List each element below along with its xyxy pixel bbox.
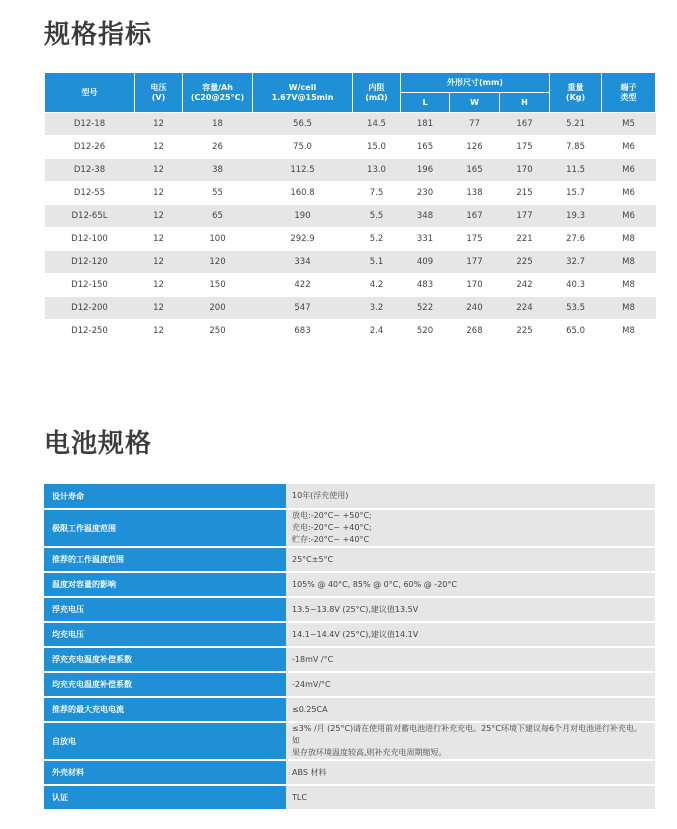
cell-wcell: 160.8: [253, 182, 353, 205]
cell-height: 225: [500, 320, 550, 343]
cell-weight: 19.3: [550, 205, 602, 228]
spec-value-line: ≤3% /月 (25°C)请在使用前对蓄电池进行补充充电。25°C环境下建议每6个月对电池进行补充电。如: [292, 724, 643, 745]
cell-terminal: M8: [602, 297, 656, 320]
cell-height: 242: [500, 274, 550, 297]
cell-model: D12-18: [45, 113, 135, 136]
cell-weight: 32.7: [550, 251, 602, 274]
cell-width: 170: [450, 274, 500, 297]
table-row: [45, 159, 656, 182]
spec-row: [44, 484, 655, 509]
cell-wcell: 334: [253, 251, 353, 274]
spec-row: [44, 760, 655, 785]
spec-label: 外壳材料: [44, 760, 286, 785]
spec-value: [286, 760, 655, 785]
cell-terminal: M8: [602, 228, 656, 251]
cell-resistance: 5.2: [353, 228, 401, 251]
cell-model: D12-38: [45, 159, 135, 182]
spec-value: [286, 572, 655, 597]
cell-weight: 11.5: [550, 159, 602, 182]
spec-value: [286, 547, 655, 572]
cell-voltage: 12: [135, 274, 183, 297]
cell-voltage: 12: [135, 251, 183, 274]
spec-label: 认证: [44, 785, 286, 810]
cell-wcell: 547: [253, 297, 353, 320]
cell-wcell: 422: [253, 274, 353, 297]
cell-height: 170: [500, 159, 550, 182]
spec-value-line: -18mV /°C: [292, 654, 334, 664]
cell-terminal: M6: [602, 182, 656, 205]
header-length: L: [401, 93, 450, 113]
cell-height: 224: [500, 297, 550, 320]
table-row: [45, 228, 656, 251]
cell-length: 331: [401, 228, 450, 251]
spec-value: [286, 672, 655, 697]
cell-wcell: 292.9: [253, 228, 353, 251]
header-width: W: [450, 93, 500, 113]
cell-length: 409: [401, 251, 450, 274]
battery-specs-table: [44, 484, 655, 811]
cell-resistance: 2.4: [353, 320, 401, 343]
cell-capacity: 100: [183, 228, 253, 251]
spec-label: 设计寿命: [44, 484, 286, 509]
cell-length: 483: [401, 274, 450, 297]
spec-value-line: 10年(浮充使用): [292, 491, 349, 500]
cell-terminal: M6: [602, 205, 656, 228]
cell-wcell: 112.5: [253, 159, 353, 182]
spec-value: [286, 647, 655, 672]
cell-capacity: 150: [183, 274, 253, 297]
table-row: [45, 274, 656, 297]
cell-weight: 65.0: [550, 320, 602, 343]
cell-capacity: 120: [183, 251, 253, 274]
table-row: [45, 182, 656, 205]
cell-resistance: 7.5: [353, 182, 401, 205]
cell-resistance: 15.0: [353, 136, 401, 159]
cell-model: D12-120: [45, 251, 135, 274]
cell-height: 221: [500, 228, 550, 251]
cell-voltage: 12: [135, 228, 183, 251]
cell-terminal: M8: [602, 274, 656, 297]
cell-weight: 27.6: [550, 228, 602, 251]
spec-row: [44, 509, 655, 547]
spec-row: [44, 622, 655, 647]
header-model: 型号: [45, 73, 135, 113]
spec-value: [286, 597, 655, 622]
spec-label: 浮充充电温度补偿系数: [44, 647, 286, 672]
spec-label: 均充充电温度补偿系数: [44, 672, 286, 697]
spec-label: 极限工作温度范围: [44, 509, 286, 547]
cell-length: 522: [401, 297, 450, 320]
spec-value-line: ≤0.25CA: [292, 704, 328, 714]
spec-value-line: 14.1~14.4V (25°C),建议值14.1V: [292, 629, 419, 639]
cell-height: 167: [500, 113, 550, 136]
spec-label: 均充电压: [44, 622, 286, 647]
cell-length: 230: [401, 182, 450, 205]
cell-length: 520: [401, 320, 450, 343]
cell-voltage: 12: [135, 113, 183, 136]
spec-value-line: 果存放环境温度较高,则补充充电周期缩短。: [292, 748, 447, 757]
spec-row: [44, 572, 655, 597]
spec-value-line: 25°C±5°C: [292, 554, 334, 564]
spec-value: [286, 722, 655, 760]
cell-wcell: 56.5: [253, 113, 353, 136]
spec-value-line: -24mV/°C: [292, 679, 331, 689]
cell-length: 196: [401, 159, 450, 182]
cell-width: 138: [450, 182, 500, 205]
cell-weight: 40.3: [550, 274, 602, 297]
spec-label: 推荐的工作温度范围: [44, 547, 286, 572]
spec-value-line: 13.5~13.8V (25°C),建议值13.5V: [292, 604, 419, 614]
cell-voltage: 12: [135, 297, 183, 320]
cell-height: 177: [500, 205, 550, 228]
cell-wcell: 190: [253, 205, 353, 228]
cell-model: D12-65L: [45, 205, 135, 228]
cell-model: D12-150: [45, 274, 135, 297]
header-dimensions: 外形尺寸(mm): [401, 73, 550, 93]
cell-voltage: 12: [135, 320, 183, 343]
spec-value-line: ABS 材料: [292, 767, 327, 777]
cell-width: 77: [450, 113, 500, 136]
spec-value: [286, 785, 655, 810]
cell-terminal: M6: [602, 159, 656, 182]
cell-resistance: 14.5: [353, 113, 401, 136]
cell-resistance: 3.2: [353, 297, 401, 320]
cell-width: 175: [450, 228, 500, 251]
header-terminal: 端子 类型: [602, 73, 656, 113]
cell-capacity: 250: [183, 320, 253, 343]
spec-row: [44, 722, 655, 760]
cell-model: D12-100: [45, 228, 135, 251]
spec-value-line: 放电:-20°C~ +50°C;: [292, 511, 372, 520]
table-row: [45, 320, 656, 343]
spec-value: [286, 622, 655, 647]
cell-voltage: 12: [135, 182, 183, 205]
cell-weight: 15.7: [550, 182, 602, 205]
cell-resistance: 4.2: [353, 274, 401, 297]
cell-width: 240: [450, 297, 500, 320]
cell-weight: 7.85: [550, 136, 602, 159]
cell-length: 348: [401, 205, 450, 228]
cell-height: 175: [500, 136, 550, 159]
table-row: [45, 113, 656, 136]
spec-value: [286, 484, 655, 509]
spec-value-line: 充电:-20°C~ +40°C;: [292, 523, 372, 532]
cell-width: 268: [450, 320, 500, 343]
header-voltage: 电压 (V): [135, 73, 183, 113]
cell-terminal: M8: [602, 251, 656, 274]
cell-capacity: 38: [183, 159, 253, 182]
cell-resistance: 13.0: [353, 159, 401, 182]
table-row: [45, 297, 656, 320]
cell-model: D12-26: [45, 136, 135, 159]
spec-value-line: 贮存:-20°C~ +40°C: [292, 535, 370, 544]
cell-resistance: 5.5: [353, 205, 401, 228]
cell-capacity: 55: [183, 182, 253, 205]
header-wcell: W/cell 1.67V@15min: [253, 73, 353, 113]
cell-height: 215: [500, 182, 550, 205]
cell-weight: 5.21: [550, 113, 602, 136]
spec-label: 推荐的最大充电电流: [44, 697, 286, 722]
specifications-table: [44, 72, 656, 343]
table-row: [45, 251, 656, 274]
spec-label: 浮充电压: [44, 597, 286, 622]
cell-voltage: 12: [135, 136, 183, 159]
spec-label: 温度对容量的影响: [44, 572, 286, 597]
cell-capacity: 18: [183, 113, 253, 136]
spec-row: [44, 547, 655, 572]
section-title-specifications: 规格指标: [44, 20, 153, 50]
table-row: [45, 205, 656, 228]
cell-length: 181: [401, 113, 450, 136]
cell-width: 126: [450, 136, 500, 159]
cell-wcell: 75.0: [253, 136, 353, 159]
cell-weight: 53.5: [550, 297, 602, 320]
spec-row: [44, 597, 655, 622]
spec-value-line: 105% @ 40°C, 85% @ 0°C, 60% @ -20°C: [292, 579, 457, 589]
spec-row: [44, 697, 655, 722]
table-row: [45, 136, 656, 159]
cell-capacity: 200: [183, 297, 253, 320]
cell-model: D12-200: [45, 297, 135, 320]
cell-wcell: 683: [253, 320, 353, 343]
cell-model: D12-55: [45, 182, 135, 205]
cell-width: 165: [450, 159, 500, 182]
spec-value-line: TLC: [292, 792, 307, 802]
section-title-battery-specs: 电池规格: [44, 429, 153, 459]
spec-row: [44, 672, 655, 697]
spec-row: [44, 785, 655, 810]
cell-width: 177: [450, 251, 500, 274]
cell-width: 167: [450, 205, 500, 228]
spec-value: [286, 697, 655, 722]
cell-voltage: 12: [135, 159, 183, 182]
cell-capacity: 26: [183, 136, 253, 159]
header-height: H: [500, 93, 550, 113]
header-weight: 重量 (Kg): [550, 73, 602, 113]
cell-resistance: 5.1: [353, 251, 401, 274]
cell-model: D12-250: [45, 320, 135, 343]
spec-label: 自放电: [44, 722, 286, 760]
cell-height: 225: [500, 251, 550, 274]
cell-terminal: M8: [602, 320, 656, 343]
spec-row: [44, 647, 655, 672]
spec-value: [286, 509, 655, 547]
header-capacity: 容量/Ah (C20@25°C): [183, 73, 253, 113]
cell-length: 165: [401, 136, 450, 159]
cell-terminal: M6: [602, 136, 656, 159]
cell-capacity: 65: [183, 205, 253, 228]
cell-voltage: 12: [135, 205, 183, 228]
cell-terminal: M5: [602, 113, 656, 136]
header-resistance: 内阻 (mΩ): [353, 73, 401, 113]
